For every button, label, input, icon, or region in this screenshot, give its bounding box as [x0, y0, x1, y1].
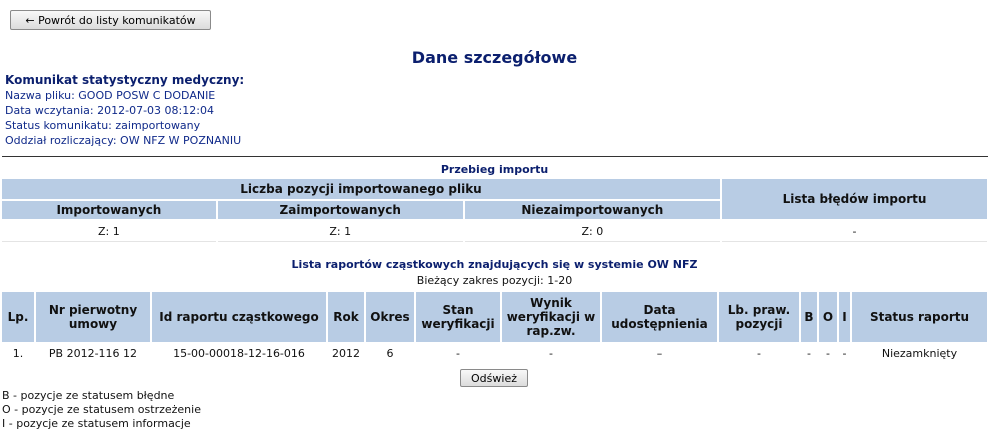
col-verification-result: Wynik weryfikacji w rap.zw. — [502, 292, 600, 342]
import-errors-header: Lista błędów importu — [722, 179, 987, 219]
col-i: I — [839, 292, 850, 342]
settlement-branch: Oddział rozliczający: OW NFZ W POZNANIU — [5, 134, 242, 147]
import-errors-value: - — [722, 221, 987, 242]
cell-report-status: Niezamknięty — [852, 344, 987, 362]
refresh-button[interactable]: Odśwież — [460, 369, 528, 387]
col-period: Okres — [366, 292, 414, 342]
cell-i: - — [839, 344, 850, 362]
legend-b: B - pozycje ze statusem błędne — [2, 389, 175, 402]
col-report-status: Status raportu — [852, 292, 987, 342]
not-imported-header: Niezaimportowanych — [465, 201, 720, 219]
cell-verification-state: - — [416, 344, 500, 362]
successfully-imported-header: Zaimportowanych — [218, 201, 463, 219]
cell-valid-positions: - — [719, 344, 799, 362]
not-imported-count: Z: 0 — [465, 221, 720, 242]
import-section-title: Przebieg importu — [440, 163, 549, 176]
cell-share-date: – — [602, 344, 717, 362]
col-verification-state: Stan weryfikacji — [416, 292, 500, 342]
back-to-list-button[interactable]: ← Powrót do listy komunikatów — [10, 10, 211, 30]
load-date: Data wczytania: 2012-07-03 08:12:04 — [5, 104, 214, 117]
message-info-title: Komunikat statystyczny medyczny: — [5, 73, 245, 87]
col-year: Rok — [328, 292, 364, 342]
imported-header: Importowanych — [2, 201, 216, 219]
import-group-header: Liczba pozycji importowanego pliku — [2, 179, 720, 199]
imported-count: Z: 1 — [2, 221, 216, 242]
cell-period: 6 — [366, 344, 414, 362]
col-report-id: Id raportu cząstkowego — [152, 292, 326, 342]
message-status: Status komunikatu: zaimportowany — [5, 119, 201, 132]
col-lp: Lp. — [2, 292, 34, 342]
import-row — [2, 221, 987, 242]
legend-o: O - pozycje ze statusem ostrzeżenie — [2, 403, 201, 416]
table-row[interactable] — [2, 344, 987, 362]
reports-section-title: Lista raportów cząstkowych znajdujących się w systemie OW NFZ — [291, 258, 698, 271]
message-info — [5, 73, 244, 148]
col-share-date: Data udostępnienia — [602, 292, 717, 342]
col-o: O — [819, 292, 837, 342]
col-contract-number: Nr pierwotny umowy — [36, 292, 150, 342]
cell-lp: 1. — [2, 344, 34, 362]
legend — [2, 389, 201, 431]
file-name: Nazwa pliku: GOOD POSW C DODANIE — [5, 89, 216, 102]
cell-report-id: 15-00-00018-12-16-016 — [152, 344, 326, 362]
cell-b: - — [801, 344, 817, 362]
cell-year: 2012 — [328, 344, 364, 362]
successfully-imported-count: Z: 1 — [218, 221, 463, 242]
cell-o: - — [819, 344, 837, 362]
col-valid-positions: Lb. praw. pozycji — [719, 292, 799, 342]
legend-i: I - pozycje ze statusem informacje — [2, 417, 191, 430]
reports-table — [0, 290, 989, 364]
cell-verification-result: - — [502, 344, 600, 362]
col-b: B — [801, 292, 817, 342]
import-table — [0, 177, 989, 244]
current-range: Bieżący zakres pozycji: 1-20 — [416, 274, 573, 287]
cell-contract-number: PB 2012-116 12 — [36, 344, 150, 362]
section-divider — [2, 156, 988, 157]
page-title: Dane szczegółowe — [411, 48, 578, 67]
